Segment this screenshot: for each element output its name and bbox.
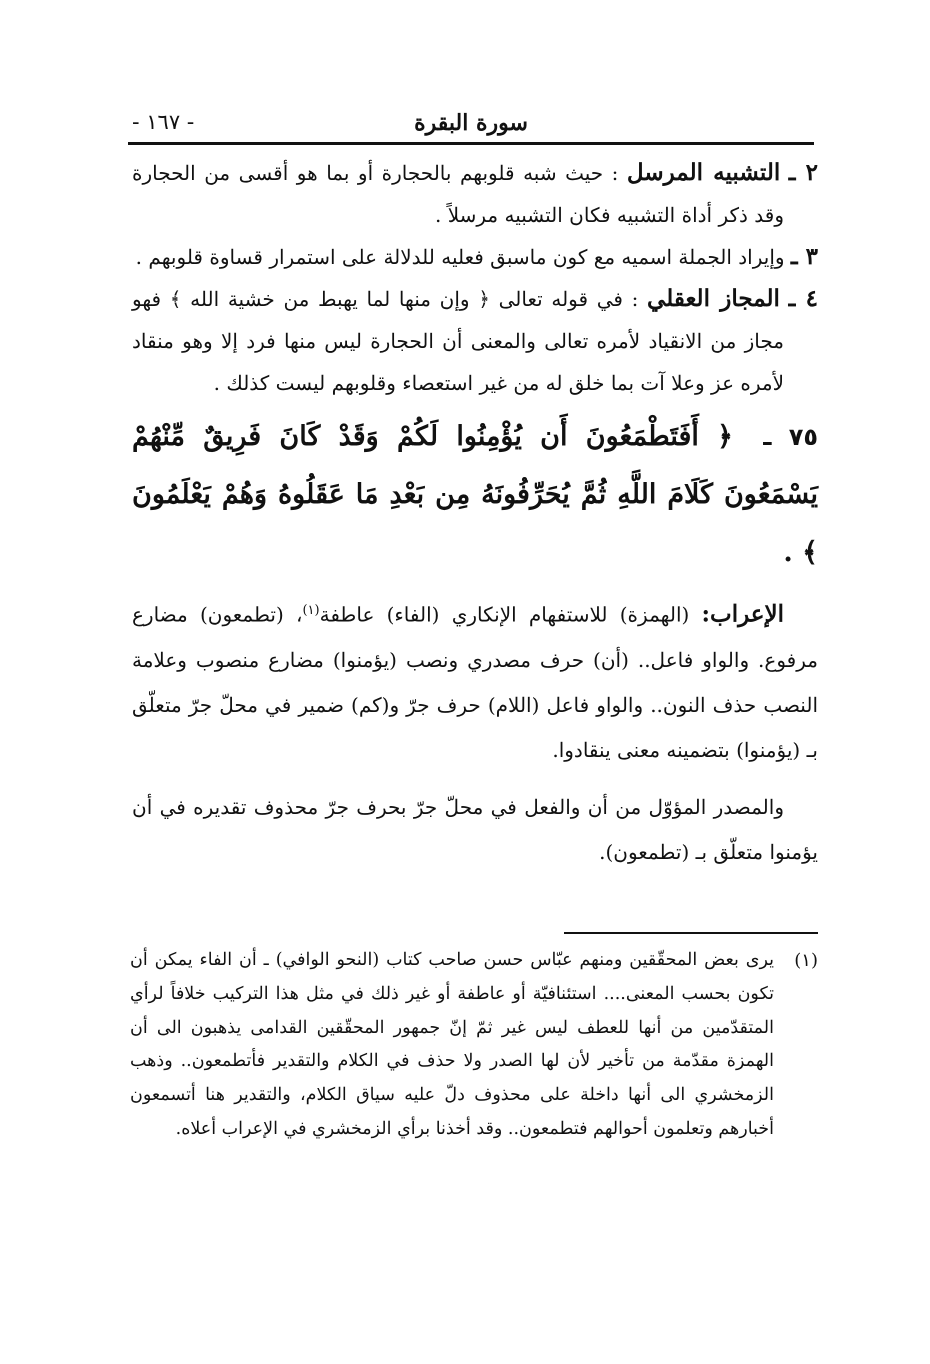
item-term: المجاز العقلي: [647, 285, 780, 312]
rhetoric-item: [132, 278, 818, 404]
irab-paragraph: [132, 588, 818, 773]
rhetoric-item: [132, 152, 818, 236]
page-header: [128, 102, 814, 144]
header-rule: [128, 142, 814, 145]
footnote-number: (١): [794, 950, 818, 971]
page-number: - ١٦٧ -: [132, 110, 195, 134]
rhetoric-item: [132, 236, 818, 278]
masdar-paragraph: والمصدر المؤوّل من أن والفعل في محلّ جرّ بحرف جرّ محذوف تقديره في أن يؤمنوا متعلّق بـ (تطمعون).: [132, 794, 818, 864]
irab-label: الإعراب:: [701, 600, 785, 628]
irab-text-a: (الهمزة) للاستفهام الإنكاري (الفاء) عاطفة: [319, 602, 690, 627]
footnote: [130, 944, 818, 1147]
footnote-text: يرى بعض المحقّقين ومنهم عبّاس حسن صاحب كتاب (النحو الوافي) ـ أن الفاء يمكن أن تكون بحسب المعنى.... استئنافيّة أو عاطفة أو غير ذلك في مثل هذا التركيب خلافاً لرأي المتقدّمين من أنها للعطف ليس غير ثمّ إنّ جمهور المحقّقين القدامى يذهبون الى أن الهمزة مقدّمة من تأخير لأن لها الصدر ولا حذف في الكلام والتقدير فأتطمعون.. وذهب الزمخشري الى أنها داخلة على محذوف دلّ عليه سياق الكلام، والتقدير هنا أتسمعون أخبارهم وتعلمون أحوالهم فتطمعون.. وقد أخذنا برأي الزمخشري في الإعراب أعلاه.: [130, 950, 774, 1139]
item-text: : في قوله تعالى ﴿ وإن منها لما يهبط من خشية الله ﴾ فهو مجاز من الانقياد لأمره تعالى والمعنى أن الحجارة ليس منها فرد إلا وهو منقاد لأمره عز وعلا آت بما خلق له من غير استعصاء وقلوبهم ليست كذلك .: [132, 287, 784, 395]
verse-number: ٧٥ ـ: [763, 423, 818, 451]
main-text: [132, 152, 818, 875]
verse-text: ﴿ أَفَتَطْمَعُونَ أَن يُؤْمِنُوا لَكُمْ وَقَدْ كَانَ فَرِيقٌ مِّنْهُمْ يَسْمَعُونَ كَلَامَ اللَّهِ ثُمَّ يُحَرِّفُونَهُ مِن بَعْدِ مَا عَقَلُوهُ وَهُمْ يَعْلَمُونَ ﴾ .: [132, 421, 818, 568]
item-term: التشبيه المرسل: [626, 159, 781, 186]
item-text: وإيراد الجملة اسميه مع كون ماسبق فعليه للدلالة على استمرار قساوة قلوبهم .: [135, 245, 785, 269]
item-number: ٣ ـ: [790, 243, 818, 270]
quran-verse: [132, 408, 818, 582]
surah-title: سورة البقرة: [414, 110, 528, 136]
footnote-rule: [564, 932, 818, 934]
item-number: ٤ ـ: [788, 285, 819, 312]
irab-text-b: ، (تطمعون) مضارع مرفوع. والواو فاعل.. (أن) حرف مصدري ونصب (يؤمنوا) مضارع منصوب وعلامة النصب حذف النون.. والواو فاعل (اللام) حرف جرّ و(كم) ضمير في محلّ جرّ متعلّق بـ (يؤمنوا) بتضمينه معنى ينقادوا.: [132, 602, 818, 762]
item-number: ٢ ـ: [788, 159, 819, 186]
item-text: : حيث شبه قلوبهم بالحجارة أو بما هو أقسى من الحجارة وقد ذكر أداة التشبيه فكان التشبيه مرسلاً .: [132, 161, 784, 227]
footnote-reference: (١): [302, 603, 320, 618]
